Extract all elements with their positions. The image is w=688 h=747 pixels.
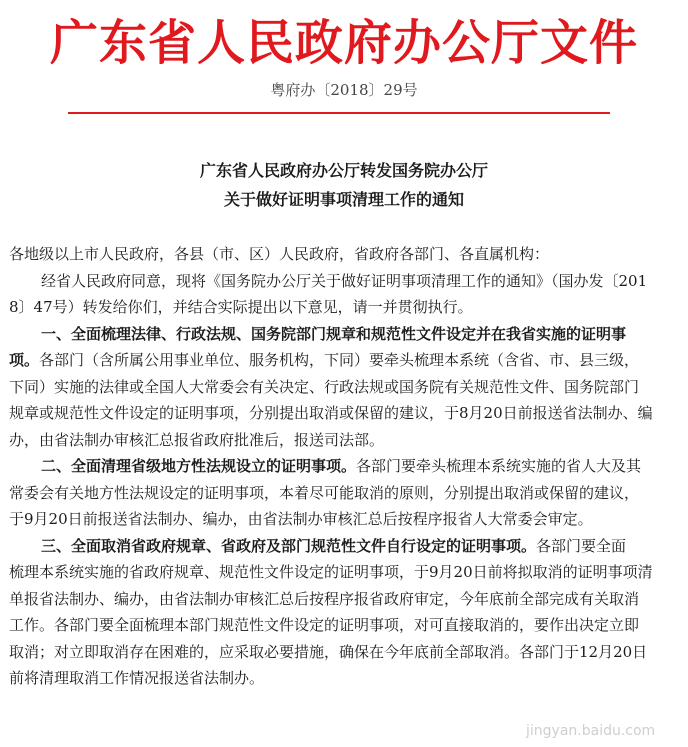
document-number: 粤府办〔2018〕29号 <box>270 81 418 99</box>
body-line: 下同）实施的法律或全国人大常委会有关决定、行政法规或国务院有关规范性文件、国务院部门 <box>9 377 640 396</box>
body-line: 规章或规范性文件设定的证明事项，分别提出取消或保留的建议，于8月20日前报送省法制办、编 <box>9 404 653 422</box>
body-line: 办，由省法制办审核汇总报省政府批准后，报送司法部。 <box>9 430 385 449</box>
body-text: 各部门要全面 <box>536 536 627 555</box>
body-line <box>9 347 688 374</box>
body-line: 于9月20日前报送省法制办、编办，由省法制办审核汇总后按程序报省人大常委会审定。 <box>9 510 593 528</box>
watermark-text: jingyan.baidu.com <box>526 723 656 739</box>
document-body <box>9 241 688 692</box>
section-heading-text: 三、全面取消省政府规章、省政府及部门规范性文件自行设定的证明事项。 <box>41 536 537 555</box>
notice-heading-line1: 广东省人民政府办公厅转发国务院办公厅 <box>199 161 488 180</box>
section-heading-text: 项。 <box>9 351 40 369</box>
section-heading-3 <box>9 533 688 560</box>
body-line: 前将清理取消工作情况报送省法制办。 <box>9 669 265 687</box>
section-heading-text: 二、全面清理省级地方性法规设立的证明事项。 <box>41 457 357 475</box>
notice-heading-line2: 关于做好证明事项清理工作的通知 <box>223 190 464 209</box>
section-heading-2 <box>9 453 688 480</box>
body-line: 单报省法制办、编办，由省法制办审核汇总后按程序报省政府审定，今年底前全部完成有关取消 <box>9 589 640 608</box>
document-title: 广东省人民政府办公厅文件 <box>49 15 638 71</box>
body-line: 取消；对立即取消存在困难的，应采取必要措施，确保在今年底前全部取消。各部门于12月20日 <box>9 642 648 661</box>
body-line: 8〕47号）转发给你们，并结合实际提出以下意见，请一并贯彻执行。 <box>9 298 473 316</box>
body-line: 工作。各部门要全面梳理本部门规范性文件设定的证明事项，对可直接取消的，要作出决定立即 <box>9 616 640 634</box>
body-text: 各部门要牵头梳理本系统实施的省人大及其 <box>356 457 642 475</box>
body-line: 常委会有关地方性法规设定的证明事项，本着尽可能取消的原则，分别提出取消或保留的建议， <box>9 483 640 502</box>
body-line: 梳理本系统实施的省政府规章、规范性文件设定的证明事项，于9月20日前将拟取消的证明事项清 <box>9 563 653 581</box>
body-line: 经省人民政府同意，现将《国务院办公厅关于做好证明事项清理工作的通知》（国办发〔201 <box>41 271 648 290</box>
red-divider-line <box>68 112 610 114</box>
section-heading-text: 一、全面梳理法律、行政法规、国务院部门规章和规范性文件设定并在我省实施的证明事 <box>41 324 627 343</box>
section-heading-1 <box>9 321 688 348</box>
body-line: 各地级以上市人民政府，各县（市、区）人民政府，省政府各部门、各直属机构： <box>9 245 550 263</box>
body-text: 各部门（含所属公用事业单位、服务机构，下同）要牵头梳理本系统（含省、市、县三级， <box>39 351 640 369</box>
